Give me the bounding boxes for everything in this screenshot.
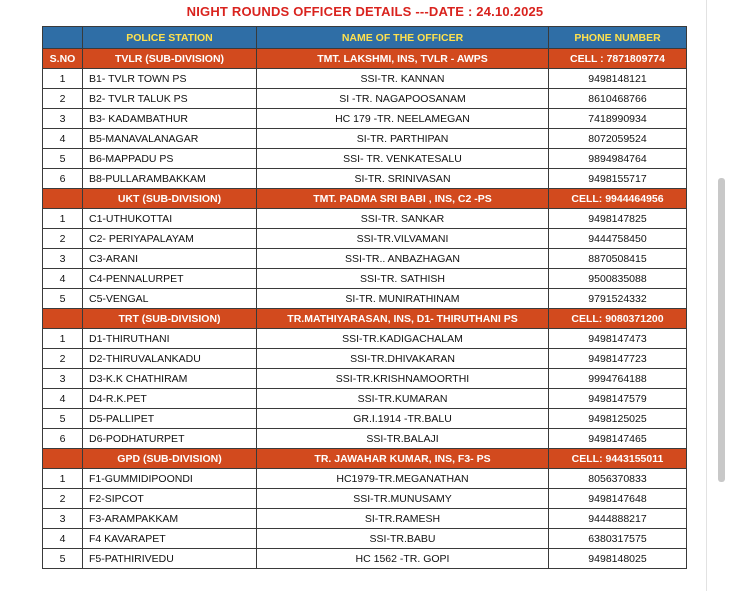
section-header-row — [43, 189, 687, 209]
row-station: D4-R.K.PET — [83, 389, 257, 409]
row-sno: 2 — [43, 349, 83, 369]
table-row — [43, 549, 687, 569]
row-officer: SSI-TR.VILVAMANI — [257, 229, 549, 249]
row-station: C1-UTHUKOTTAI — [83, 209, 257, 229]
table-row — [43, 129, 687, 149]
table-body — [43, 49, 687, 569]
section-officer: TMT. LAKSHMI, INS, TVLR - AWPS — [257, 49, 549, 69]
row-station: C4-PENNALURPET — [83, 269, 257, 289]
row-officer: SSI-TR.MUNUSAMY — [257, 489, 549, 509]
row-officer: SI-TR. PARTHIPAN — [257, 129, 549, 149]
row-phone: 9444888217 — [549, 509, 687, 529]
section-division: TRT (SUB-DIVISION) — [83, 309, 257, 329]
table-row — [43, 69, 687, 89]
row-station: C5-VENGAL — [83, 289, 257, 309]
table-row — [43, 389, 687, 409]
row-phone: 9498155717 — [549, 169, 687, 189]
row-phone: 8870508415 — [549, 249, 687, 269]
section-sno: S.NO — [43, 49, 83, 69]
row-sno: 4 — [43, 529, 83, 549]
section-cell: CELL : 7871809774 — [549, 49, 687, 69]
table-row — [43, 529, 687, 549]
row-officer: SSI- TR. VENKATESALU — [257, 149, 549, 169]
table-row — [43, 209, 687, 229]
row-sno: 2 — [43, 89, 83, 109]
table-row — [43, 269, 687, 289]
title-date: DATE : 24.10.2025 — [428, 4, 544, 19]
header-station: POLICE STATION — [83, 27, 257, 49]
row-officer: SI-TR.RAMESH — [257, 509, 549, 529]
row-officer: SSI-TR. SANKAR — [257, 209, 549, 229]
row-sno: 3 — [43, 509, 83, 529]
scrollbar[interactable] — [718, 178, 725, 482]
table-row — [43, 369, 687, 389]
row-station: F2-SIPCOT — [83, 489, 257, 509]
section-officer: TR. JAWAHAR KUMAR, INS, F3- PS — [257, 449, 549, 469]
section-header-row — [43, 49, 687, 69]
row-sno: 3 — [43, 109, 83, 129]
section-header-row — [43, 449, 687, 469]
row-officer: SI-TR. SRINIVASAN — [257, 169, 549, 189]
row-phone: 9791524332 — [549, 289, 687, 309]
row-phone: 9498148025 — [549, 549, 687, 569]
row-station: F4 KAVARAPET — [83, 529, 257, 549]
row-officer: SI-TR. MUNIRATHINAM — [257, 289, 549, 309]
page-title — [0, 4, 730, 19]
officer-table — [42, 26, 687, 569]
row-sno: 5 — [43, 289, 83, 309]
row-station: F5-PATHIRIVEDU — [83, 549, 257, 569]
section-header-row — [43, 309, 687, 329]
row-officer: SSI-TR.BALAJI — [257, 429, 549, 449]
row-sno: 3 — [43, 369, 83, 389]
row-sno: 4 — [43, 129, 83, 149]
row-officer: HC 1562 -TR. GOPI — [257, 549, 549, 569]
table-row — [43, 329, 687, 349]
row-sno: 2 — [43, 489, 83, 509]
table-row — [43, 249, 687, 269]
row-station: B8-PULLARAMBAKKAM — [83, 169, 257, 189]
table-row — [43, 149, 687, 169]
row-phone: 9498147579 — [549, 389, 687, 409]
row-sno: 6 — [43, 169, 83, 189]
section-division: GPD (SUB-DIVISION) — [83, 449, 257, 469]
section-officer: TMT. PADMA SRI BABI , INS, C2 -PS — [257, 189, 549, 209]
row-officer: SSI-TR.DHIVAKARAN — [257, 349, 549, 369]
row-phone: 9444758450 — [549, 229, 687, 249]
row-sno: 4 — [43, 389, 83, 409]
row-sno: 6 — [43, 429, 83, 449]
row-phone: 9498147825 — [549, 209, 687, 229]
row-sno: 1 — [43, 469, 83, 489]
row-phone: 9498147465 — [549, 429, 687, 449]
table-row — [43, 349, 687, 369]
row-officer: HC 179 -TR. NEELAMEGAN — [257, 109, 549, 129]
row-phone: 6380317575 — [549, 529, 687, 549]
section-division: UKT (SUB-DIVISION) — [83, 189, 257, 209]
row-phone: 9498148121 — [549, 69, 687, 89]
row-station: B1- TVLR TOWN PS — [83, 69, 257, 89]
row-sno: 3 — [43, 249, 83, 269]
row-station: D6-PODHATURPET — [83, 429, 257, 449]
row-station: C3-ARANI — [83, 249, 257, 269]
row-phone: 9500835088 — [549, 269, 687, 289]
row-officer: SSI-TR. SATHISH — [257, 269, 549, 289]
section-cell: CELL: 9443155011 — [549, 449, 687, 469]
row-sno: 1 — [43, 329, 83, 349]
table-row — [43, 509, 687, 529]
row-sno: 2 — [43, 229, 83, 249]
title-text: NIGHT ROUNDS OFFICER DETAILS --- — [186, 4, 429, 19]
row-station: F1-GUMMIDIPOONDI — [83, 469, 257, 489]
section-sno — [43, 449, 83, 469]
row-station: D1-THIRUTHANI — [83, 329, 257, 349]
header-officer: NAME OF THE OFFICER — [257, 27, 549, 49]
section-cell: CELL: 9944464956 — [549, 189, 687, 209]
header-phone: PHONE NUMBER — [549, 27, 687, 49]
row-officer: SSI-TR. KANNAN — [257, 69, 549, 89]
row-sno: 4 — [43, 269, 83, 289]
row-sno: 5 — [43, 549, 83, 569]
section-sno — [43, 309, 83, 329]
table-row — [43, 89, 687, 109]
table-row — [43, 409, 687, 429]
row-station: C2- PERIYAPALAYAM — [83, 229, 257, 249]
row-phone: 8610468766 — [549, 89, 687, 109]
table-row — [43, 429, 687, 449]
row-phone: 9498125025 — [549, 409, 687, 429]
table-row — [43, 489, 687, 509]
row-sno: 5 — [43, 409, 83, 429]
row-phone: 9498147648 — [549, 489, 687, 509]
row-officer: GR.I.1914 -TR.BALU — [257, 409, 549, 429]
row-phone: 9894984764 — [549, 149, 687, 169]
row-phone: 9498147473 — [549, 329, 687, 349]
section-sno — [43, 189, 83, 209]
table-row — [43, 289, 687, 309]
row-station: D5-PALLIPET — [83, 409, 257, 429]
row-station: D2-THIRUVALANKADU — [83, 349, 257, 369]
row-officer: SSI-TR.KRISHNAMOORTHI — [257, 369, 549, 389]
row-station: B3- KADAMBATHUR — [83, 109, 257, 129]
header-row — [43, 27, 687, 49]
table-row — [43, 169, 687, 189]
row-phone: 9498147723 — [549, 349, 687, 369]
row-phone: 8072059524 — [549, 129, 687, 149]
table-row — [43, 229, 687, 249]
row-phone: 7418990934 — [549, 109, 687, 129]
section-officer: TR.MATHIYARASAN, INS, D1- THIRUTHANI PS — [257, 309, 549, 329]
row-station: B5-MANAVALANAGAR — [83, 129, 257, 149]
table-row — [43, 469, 687, 489]
row-officer: SI -TR. NAGAPOOSANAM — [257, 89, 549, 109]
row-phone: 8056370833 — [549, 469, 687, 489]
row-sno: 1 — [43, 209, 83, 229]
section-division: TVLR (SUB-DIVISION) — [83, 49, 257, 69]
row-sno: 5 — [43, 149, 83, 169]
row-sno: 1 — [43, 69, 83, 89]
row-officer: SSI-TR.. ANBAZHAGAN — [257, 249, 549, 269]
row-officer: SSI-TR.KUMARAN — [257, 389, 549, 409]
row-officer: SSI-TR.BABU — [257, 529, 549, 549]
header-sno — [43, 27, 83, 49]
row-station: F3-ARAMPAKKAM — [83, 509, 257, 529]
row-officer: HC1979-TR.MEGANATHAN — [257, 469, 549, 489]
table-row — [43, 109, 687, 129]
row-station: B2- TVLR TALUK PS — [83, 89, 257, 109]
section-cell: CELL: 9080371200 — [549, 309, 687, 329]
row-station: B6-MAPPADU PS — [83, 149, 257, 169]
row-officer: SSI-TR.KADIGACHALAM — [257, 329, 549, 349]
row-phone: 9994764188 — [549, 369, 687, 389]
row-station: D3-K.K CHATHIRAM — [83, 369, 257, 389]
